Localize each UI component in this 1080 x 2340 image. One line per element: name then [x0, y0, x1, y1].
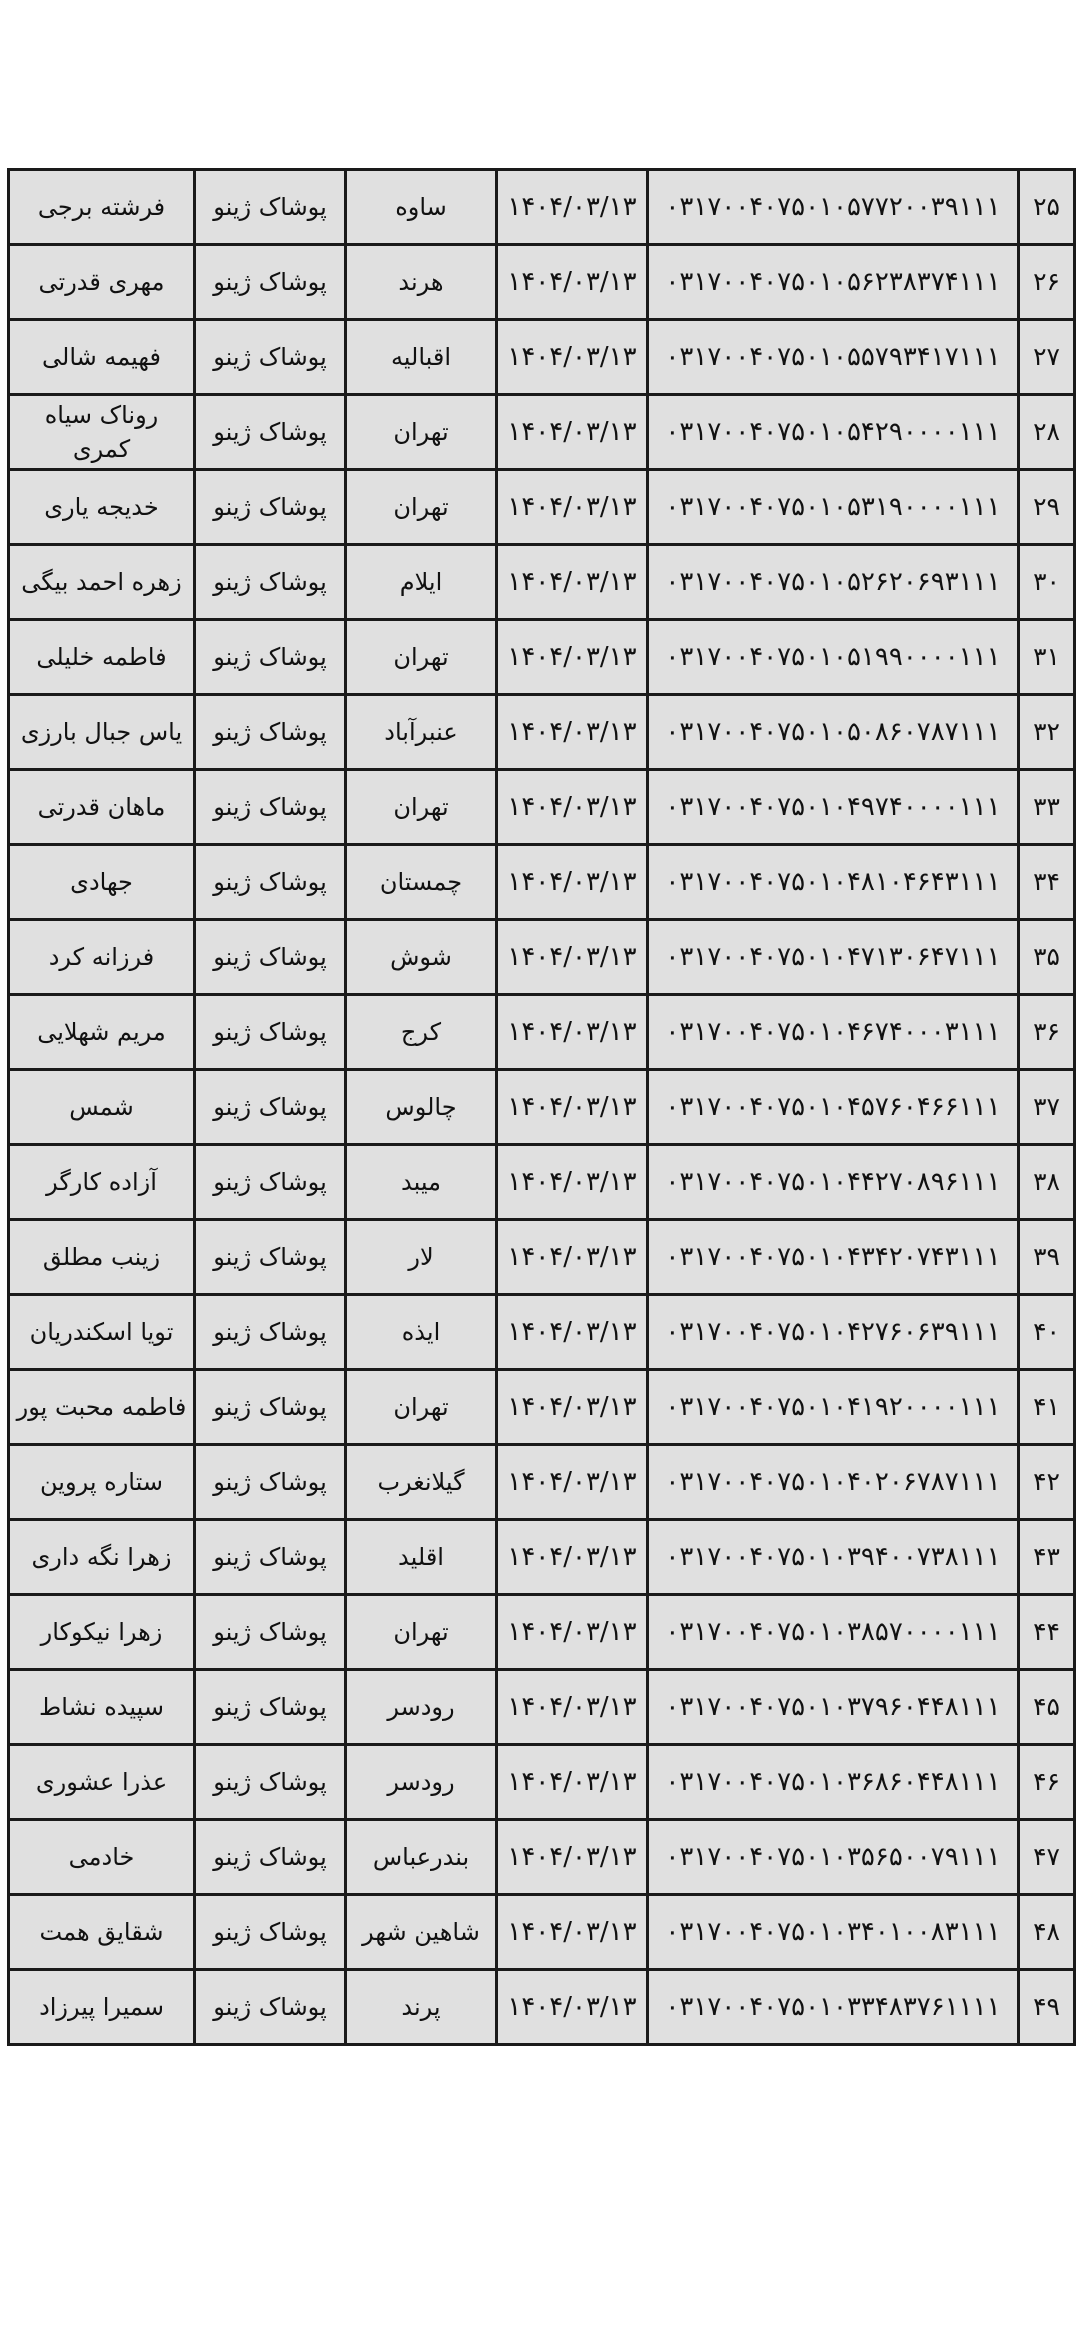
brand-cell: پوشاک ژینو: [195, 1670, 346, 1745]
row-number-cell: ۳۶: [1019, 995, 1075, 1070]
city-cell: عنبرآباد: [346, 695, 497, 770]
date-cell: ۱۴۰۴/۰۳/۱۳: [497, 1745, 648, 1820]
customer-name-cell: فاطمه محبت پور: [9, 1370, 195, 1445]
city-cell: رودسر: [346, 1670, 497, 1745]
tracking-code-cell: ۰۳۱۷۰۰۴۰۷۵۰۱۰۴۷۱۳۰۶۴۷۱۱۱: [648, 920, 1019, 995]
customer-name-cell: فرزانه کرد: [9, 920, 195, 995]
row-number-cell: ۲۹: [1019, 470, 1075, 545]
row-number-cell: ۳۹: [1019, 1220, 1075, 1295]
city-cell: تهران: [346, 770, 497, 845]
customer-name-cell: شمس: [9, 1070, 195, 1145]
tracking-code-cell: ۰۳۱۷۰۰۴۰۷۵۰۱۰۵۲۶۲۰۶۹۳۱۱۱: [648, 545, 1019, 620]
city-cell: گیلانغرب: [346, 1445, 497, 1520]
table-row: [9, 1445, 1075, 1520]
table-row: [9, 1295, 1075, 1370]
city-cell: چالوس: [346, 1070, 497, 1145]
row-number-cell: ۳۷: [1019, 1070, 1075, 1145]
table-row: [9, 1070, 1075, 1145]
brand-cell: پوشاک ژینو: [195, 1520, 346, 1595]
row-number-cell: ۴۴: [1019, 1595, 1075, 1670]
city-cell: اقلید: [346, 1520, 497, 1595]
brand-cell: پوشاک ژینو: [195, 470, 346, 545]
table-row: [9, 770, 1075, 845]
tracking-code-cell: ۰۳۱۷۰۰۴۰۷۵۰۱۰۳۵۶۵۰۰۷۹۱۱۱: [648, 1820, 1019, 1895]
customer-name-cell: زهرا نیکوکار: [9, 1595, 195, 1670]
city-cell: بندرعباس: [346, 1820, 497, 1895]
table-row: [9, 920, 1075, 995]
date-cell: ۱۴۰۴/۰۳/۱۳: [497, 1220, 648, 1295]
customer-name-cell: خادمی: [9, 1820, 195, 1895]
table-row: [9, 1895, 1075, 1970]
tracking-code-cell: ۰۳۱۷۰۰۴۰۷۵۰۱۰۵۷۷۲۰۰۳۹۱۱۱: [648, 170, 1019, 245]
city-cell: تهران: [346, 1595, 497, 1670]
date-cell: ۱۴۰۴/۰۳/۱۳: [497, 1595, 648, 1670]
table-row: [9, 620, 1075, 695]
tracking-code-cell: ۰۳۱۷۰۰۴۰۷۵۰۱۰۴۱۹۲۰۰۰۰۱۱۱: [648, 1370, 1019, 1445]
brand-cell: پوشاک ژینو: [195, 1745, 346, 1820]
table-row: [9, 1970, 1075, 2045]
row-number-cell: ۴۳: [1019, 1520, 1075, 1595]
customer-name-cell: خدیجه یاری: [9, 470, 195, 545]
date-cell: ۱۴۰۴/۰۳/۱۳: [497, 1295, 648, 1370]
brand-cell: پوشاک ژینو: [195, 845, 346, 920]
brand-cell: پوشاک ژینو: [195, 1070, 346, 1145]
date-cell: ۱۴۰۴/۰۳/۱۳: [497, 620, 648, 695]
tracking-code-cell: ۰۳۱۷۰۰۴۰۷۵۰۱۰۵۳۱۹۰۰۰۰۱۱۱: [648, 470, 1019, 545]
brand-cell: پوشاک ژینو: [195, 770, 346, 845]
date-cell: ۱۴۰۴/۰۳/۱۳: [497, 1820, 648, 1895]
date-cell: ۱۴۰۴/۰۳/۱۳: [497, 995, 648, 1070]
customer-name-cell: ستاره پروین: [9, 1445, 195, 1520]
customer-name-cell: ماهان قدرتی: [9, 770, 195, 845]
row-number-cell: ۴۶: [1019, 1745, 1075, 1820]
brand-cell: پوشاک ژینو: [195, 245, 346, 320]
table-row: [9, 1145, 1075, 1220]
row-number-cell: ۴۹: [1019, 1970, 1075, 2045]
brand-cell: پوشاک ژینو: [195, 1445, 346, 1520]
tracking-code-cell: ۰۳۱۷۰۰۴۰۷۵۰۱۰۵۶۲۳۸۳۷۴۱۱۱: [648, 245, 1019, 320]
customer-name-cell: فهیمه شالی: [9, 320, 195, 395]
tracking-code-cell: ۰۳۱۷۰۰۴۰۷۵۰۱۰۳۶۸۶۰۴۴۸۱۱۱: [648, 1745, 1019, 1820]
row-number-cell: ۳۱: [1019, 620, 1075, 695]
city-cell: رودسر: [346, 1745, 497, 1820]
brand-cell: پوشاک ژینو: [195, 545, 346, 620]
customer-name-cell: مهری قدرتی: [9, 245, 195, 320]
city-cell: لار: [346, 1220, 497, 1295]
date-cell: ۱۴۰۴/۰۳/۱۳: [497, 1895, 648, 1970]
brand-cell: پوشاک ژینو: [195, 1370, 346, 1445]
tracking-code-cell: ۰۳۱۷۰۰۴۰۷۵۰۱۰۴۲۷۶۰۶۳۹۱۱۱: [648, 1295, 1019, 1370]
customer-name-cell: زینب مطلق: [9, 1220, 195, 1295]
tracking-code-cell: ۰۳۱۷۰۰۴۰۷۵۰۱۰۳۹۴۰۰۷۳۸۱۱۱: [648, 1520, 1019, 1595]
brand-cell: پوشاک ژینو: [195, 320, 346, 395]
table-row: [9, 695, 1075, 770]
document-sheet: [0, 168, 1080, 2046]
brand-cell: پوشاک ژینو: [195, 1970, 346, 2045]
date-cell: ۱۴۰۴/۰۳/۱۳: [497, 470, 648, 545]
row-number-cell: ۴۱: [1019, 1370, 1075, 1445]
date-cell: ۱۴۰۴/۰۳/۱۳: [497, 920, 648, 995]
customer-name-cell: جهادی: [9, 845, 195, 920]
row-number-cell: ۲۷: [1019, 320, 1075, 395]
tracking-code-cell: ۰۳۱۷۰۰۴۰۷۵۰۱۰۴۵۷۶۰۴۶۶۱۱۱: [648, 1070, 1019, 1145]
date-cell: ۱۴۰۴/۰۳/۱۳: [497, 845, 648, 920]
brand-cell: پوشاک ژینو: [195, 695, 346, 770]
tracking-code-cell: ۰۳۱۷۰۰۴۰۷۵۰۱۰۳۳۴۸۳۷۶۱۱۱۱: [648, 1970, 1019, 2045]
tracking-code-cell: ۰۳۱۷۰۰۴۰۷۵۰۱۰۴۳۴۲۰۷۴۳۱۱۱: [648, 1220, 1019, 1295]
row-number-cell: ۲۵: [1019, 170, 1075, 245]
tracking-code-cell: ۰۳۱۷۰۰۴۰۷۵۰۱۰۳۴۰۱۰۰۸۳۱۱۱: [648, 1895, 1019, 1970]
row-number-cell: ۴۰: [1019, 1295, 1075, 1370]
table-row: [9, 1820, 1075, 1895]
city-cell: ایلام: [346, 545, 497, 620]
city-cell: کرج: [346, 995, 497, 1070]
brand-cell: پوشاک ژینو: [195, 170, 346, 245]
tracking-code-cell: ۰۳۱۷۰۰۴۰۷۵۰۱۰۵۵۷۹۳۴۱۷۱۱۱: [648, 320, 1019, 395]
brand-cell: پوشاک ژینو: [195, 920, 346, 995]
date-cell: ۱۴۰۴/۰۳/۱۳: [497, 1070, 648, 1145]
table-row: [9, 470, 1075, 545]
date-cell: ۱۴۰۴/۰۳/۱۳: [497, 770, 648, 845]
date-cell: ۱۴۰۴/۰۳/۱۳: [497, 1520, 648, 1595]
table-row: [9, 395, 1075, 470]
row-number-cell: ۲۶: [1019, 245, 1075, 320]
date-cell: ۱۴۰۴/۰۳/۱۳: [497, 245, 648, 320]
city-cell: شوش: [346, 920, 497, 995]
city-cell: ساوه: [346, 170, 497, 245]
customer-name-cell: زهرا نگه داری: [9, 1520, 195, 1595]
row-number-cell: ۳۲: [1019, 695, 1075, 770]
brand-cell: پوشاک ژینو: [195, 620, 346, 695]
brand-cell: پوشاک ژینو: [195, 1145, 346, 1220]
tracking-code-cell: ۰۳۱۷۰۰۴۰۷۵۰۱۰۵۰۸۶۰۷۸۷۱۱۱: [648, 695, 1019, 770]
brand-cell: پوشاک ژینو: [195, 1295, 346, 1370]
city-cell: تهران: [346, 1370, 497, 1445]
date-cell: ۱۴۰۴/۰۳/۱۳: [497, 695, 648, 770]
table-row: [9, 245, 1075, 320]
table-row: [9, 170, 1075, 245]
table-row: [9, 1370, 1075, 1445]
customer-name-cell: تویا اسکندریان: [9, 1295, 195, 1370]
records-table-body: [9, 170, 1075, 2045]
date-cell: ۱۴۰۴/۰۳/۱۳: [497, 170, 648, 245]
tracking-code-cell: ۰۳۱۷۰۰۴۰۷۵۰۱۰۳۸۵۷۰۰۰۰۱۱۱: [648, 1595, 1019, 1670]
table-row: [9, 845, 1075, 920]
date-cell: ۱۴۰۴/۰۳/۱۳: [497, 320, 648, 395]
city-cell: پرند: [346, 1970, 497, 2045]
city-cell: چمستان: [346, 845, 497, 920]
customer-name-cell: شقایق همت: [9, 1895, 195, 1970]
date-cell: ۱۴۰۴/۰۳/۱۳: [497, 1670, 648, 1745]
customer-name-cell: زهره احمد بیگی: [9, 545, 195, 620]
row-number-cell: ۳۵: [1019, 920, 1075, 995]
row-number-cell: ۳۳: [1019, 770, 1075, 845]
tracking-code-cell: ۰۳۱۷۰۰۴۰۷۵۰۱۰۴۸۱۰۴۶۴۳۱۱۱: [648, 845, 1019, 920]
row-number-cell: ۳۴: [1019, 845, 1075, 920]
date-cell: ۱۴۰۴/۰۳/۱۳: [497, 1145, 648, 1220]
brand-cell: پوشاک ژینو: [195, 1595, 346, 1670]
tracking-code-cell: ۰۳۱۷۰۰۴۰۷۵۰۱۰۴۴۲۷۰۸۹۶۱۱۱: [648, 1145, 1019, 1220]
date-cell: ۱۴۰۴/۰۳/۱۳: [497, 1370, 648, 1445]
city-cell: شاهین شهر: [346, 1895, 497, 1970]
tracking-code-cell: ۰۳۱۷۰۰۴۰۷۵۰۱۰۴۶۷۴۰۰۰۳۱۱۱: [648, 995, 1019, 1070]
row-number-cell: ۴۲: [1019, 1445, 1075, 1520]
customer-name-cell: سپیده نشاط: [9, 1670, 195, 1745]
table-row: [9, 545, 1075, 620]
table-row: [9, 1745, 1075, 1820]
table-row: [9, 1520, 1075, 1595]
date-cell: ۱۴۰۴/۰۳/۱۳: [497, 395, 648, 470]
table-row: [9, 1595, 1075, 1670]
date-cell: ۱۴۰۴/۰۳/۱۳: [497, 545, 648, 620]
date-cell: ۱۴۰۴/۰۳/۱۳: [497, 1970, 648, 2045]
tracking-code-cell: ۰۳۱۷۰۰۴۰۷۵۰۱۰۴۰۲۰۶۷۸۷۱۱۱: [648, 1445, 1019, 1520]
row-number-cell: ۳۸: [1019, 1145, 1075, 1220]
city-cell: تهران: [346, 620, 497, 695]
city-cell: هرند: [346, 245, 497, 320]
row-number-cell: ۴۵: [1019, 1670, 1075, 1745]
tracking-code-cell: ۰۳۱۷۰۰۴۰۷۵۰۱۰۳۷۹۶۰۴۴۸۱۱۱: [648, 1670, 1019, 1745]
date-cell: ۱۴۰۴/۰۳/۱۳: [497, 1445, 648, 1520]
customer-name-cell: سمیرا پیرزاد: [9, 1970, 195, 2045]
table-row: [9, 1670, 1075, 1745]
tracking-code-cell: ۰۳۱۷۰۰۴۰۷۵۰۱۰۵۱۹۹۰۰۰۰۱۱۱: [648, 620, 1019, 695]
row-number-cell: ۴۸: [1019, 1895, 1075, 1970]
customer-name-cell: یاس جبال بارزی: [9, 695, 195, 770]
brand-cell: پوشاک ژینو: [195, 395, 346, 470]
customer-name-cell: فرشته برجی: [9, 170, 195, 245]
row-number-cell: ۴۷: [1019, 1820, 1075, 1895]
brand-cell: پوشاک ژینو: [195, 1895, 346, 1970]
brand-cell: پوشاک ژینو: [195, 1820, 346, 1895]
table-row: [9, 1220, 1075, 1295]
customer-name-cell: روناک سیاه کمری: [9, 395, 195, 470]
customer-name-cell: آزاده کارگر: [9, 1145, 195, 1220]
row-number-cell: ۳۰: [1019, 545, 1075, 620]
records-table: [7, 168, 1076, 2046]
customer-name-cell: عذرا عشوری: [9, 1745, 195, 1820]
city-cell: اقبالیه: [346, 320, 497, 395]
city-cell: میبد: [346, 1145, 497, 1220]
customer-name-cell: فاطمه خلیلی: [9, 620, 195, 695]
tracking-code-cell: ۰۳۱۷۰۰۴۰۷۵۰۱۰۵۴۲۹۰۰۰۰۱۱۱: [648, 395, 1019, 470]
brand-cell: پوشاک ژینو: [195, 995, 346, 1070]
table-row: [9, 995, 1075, 1070]
city-cell: تهران: [346, 395, 497, 470]
row-number-cell: ۲۸: [1019, 395, 1075, 470]
brand-cell: پوشاک ژینو: [195, 1220, 346, 1295]
tracking-code-cell: ۰۳۱۷۰۰۴۰۷۵۰۱۰۴۹۷۴۰۰۰۰۱۱۱: [648, 770, 1019, 845]
table-row: [9, 320, 1075, 395]
city-cell: ایذه: [346, 1295, 497, 1370]
customer-name-cell: مریم شهلایی: [9, 995, 195, 1070]
city-cell: تهران: [346, 470, 497, 545]
